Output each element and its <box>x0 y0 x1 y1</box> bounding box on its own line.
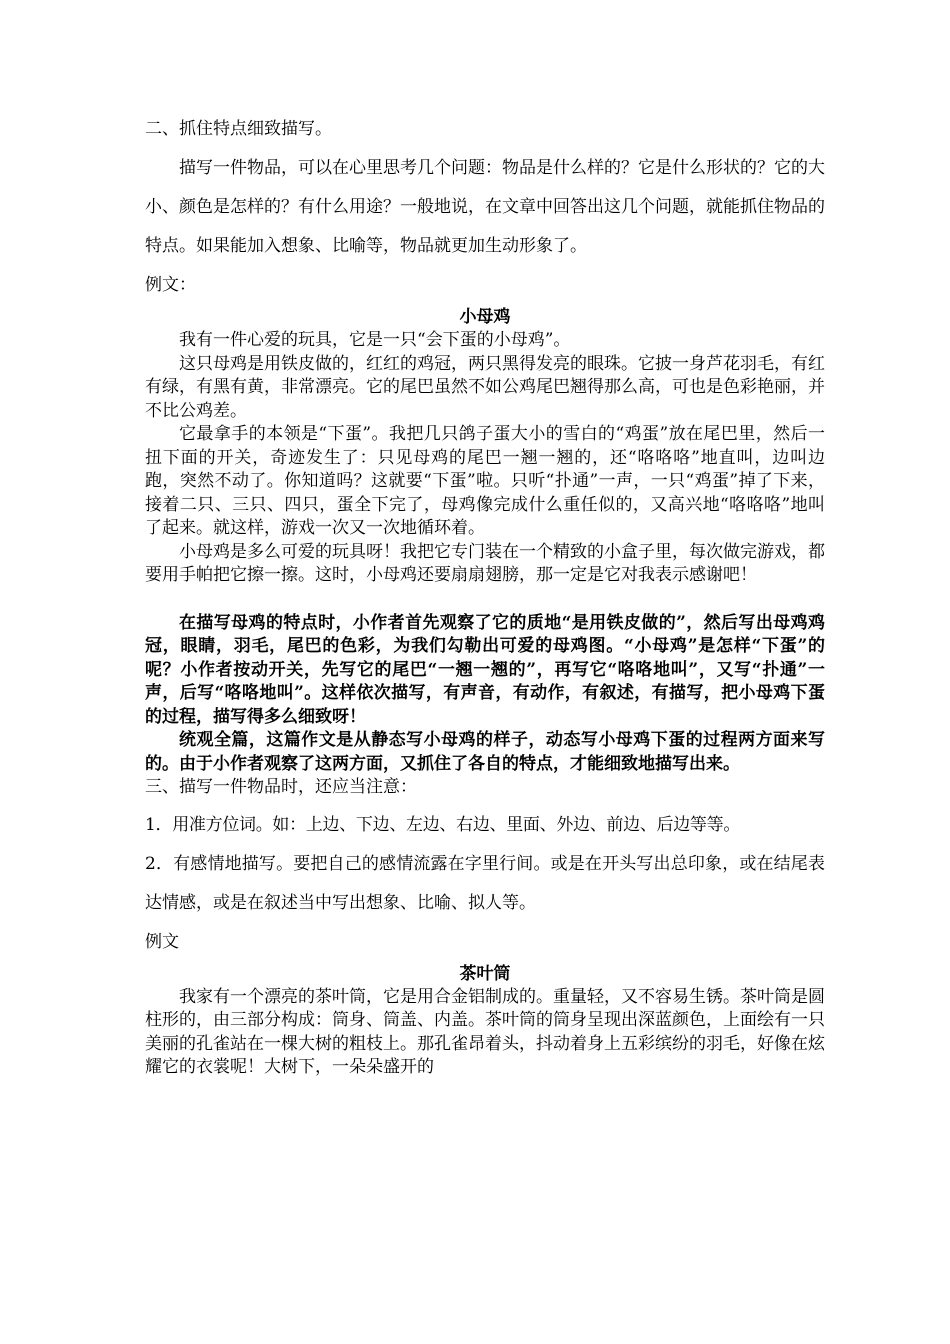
section-3-point-2: 2．有感情地描写。要把自己的感情流露在字里行间。或是在开头写出总印象，或在结尾表达情感，或是在叙述当中写出想象、比喻、拟人等。 <box>145 853 825 913</box>
section-2-heading: 二、抓住特点细致描写。 <box>145 119 332 139</box>
example-1-title: 小母鸡 <box>459 307 511 327</box>
section-3-point-1: 1．用准方位词。如：上边、下边、左边、右边、里面、外边、前边、后边等等。 <box>145 814 741 835</box>
example-1-paragraph: 小母鸡是多么可爱的玩具呀！我把它专门装在一个精致的小盒子里，每次做完游戏，都要用手帕把它擦一擦。这时，小母鸡还要扇扇翅膀，那一定是它对我表示感谢吧！ <box>145 541 825 585</box>
section-2-body: 描写一件物品，可以在心里思考几个问题：物品是什么样的？它是什么形状的？它的大小、颜色是怎样的？有什么用途？一般地说，在文章中回答出这几个问题，就能抓住物品的特点。如果能加入想象、比喻等，物品就更加生动形象了。 <box>145 158 825 256</box>
commentary-paragraph: 在描写母鸡的特点时，小作者首先观察了它的质地“是用铁皮做的”，然后写出母鸡鸡冠，眼睛，羽毛，尾巴的色彩，为我们勾勒出可爱的母鸡图。“小母鸡”是怎样“下蛋”的呢？小作者按动开关，先写它的尾巴“一翘一翘的”，再写它“咯咯地叫”，又写“扑通”一声，后写“咯咯地叫”。这样依次描写，有声音，有动作，有叙述，有描写，把小母鸡下蛋的过程，描写得多么细致呀！ <box>145 612 825 727</box>
commentary-paragraph: 统观全篇，这篇作文是从静态写小母鸡的样子，动态写小母鸡下蛋的过程两方面来写的。由于小作者观察了这两方面，又抓住了各自的特点，才能细致地描写出来。 <box>145 730 825 774</box>
example-1-label: 例文： <box>145 275 196 295</box>
example-2-title: 茶叶筒 <box>459 963 511 984</box>
paragraph-gap <box>145 588 825 612</box>
example-1-paragraph: 它最拿手的本领是“下蛋”。我把几只鸽子蛋大小的雪白的“鸡蛋”放在尾巴里，然后一扭下面的开关，奇迹发生了：只见母鸡的尾巴一翘一翘的，还“咯咯咯”地直叫，边叫边跑，突然不动了。你知道吗？这就要“下蛋”啦。只听“扑通”一声，一只“鸡蛋”掉了下来，接着二只、三只、四只，蛋全下完了，母鸡像完成什么重任似的，又高兴地“咯咯咯”地叫了起来。就这样，游戏一次又一次地循环着。 <box>145 424 825 538</box>
section-3-heading: 三、描写一件物品时，还应当注意： <box>145 777 417 797</box>
example-2-paragraph: 我家有一个漂亮的茶叶筒，它是用合金铝制成的。重量轻，又不容易生锈。茶叶筒是圆柱形的，由三部分构成：筒身、筒盖、内盖。茶叶筒的筒身呈现出深蓝颜色，上面绘有一只美丽的孔雀站在一棵大树的粗枝上。那孔雀昂着头，抖动着身上五彩缤纷的羽毛，好像在炫耀它的衣裳呢！大树下，一朵朵盛开的 <box>145 986 825 1077</box>
document-page <box>145 110 825 1080</box>
example-1-paragraph: 这只母鸡是用铁皮做的，红红的鸡冠，两只黑得发亮的眼珠。它披一身芦花羽毛，有红有绿，有黑有黄，非常漂亮。它的尾巴虽然不如公鸡尾巴翘得那么高，可也是色彩艳丽，并不比公鸡差。 <box>145 353 825 421</box>
example-1-paragraph: 我有一件心爱的玩具，它是一只“会下蛋的小母鸡”。 <box>179 330 571 350</box>
example-2-label: 例文 <box>145 931 179 952</box>
